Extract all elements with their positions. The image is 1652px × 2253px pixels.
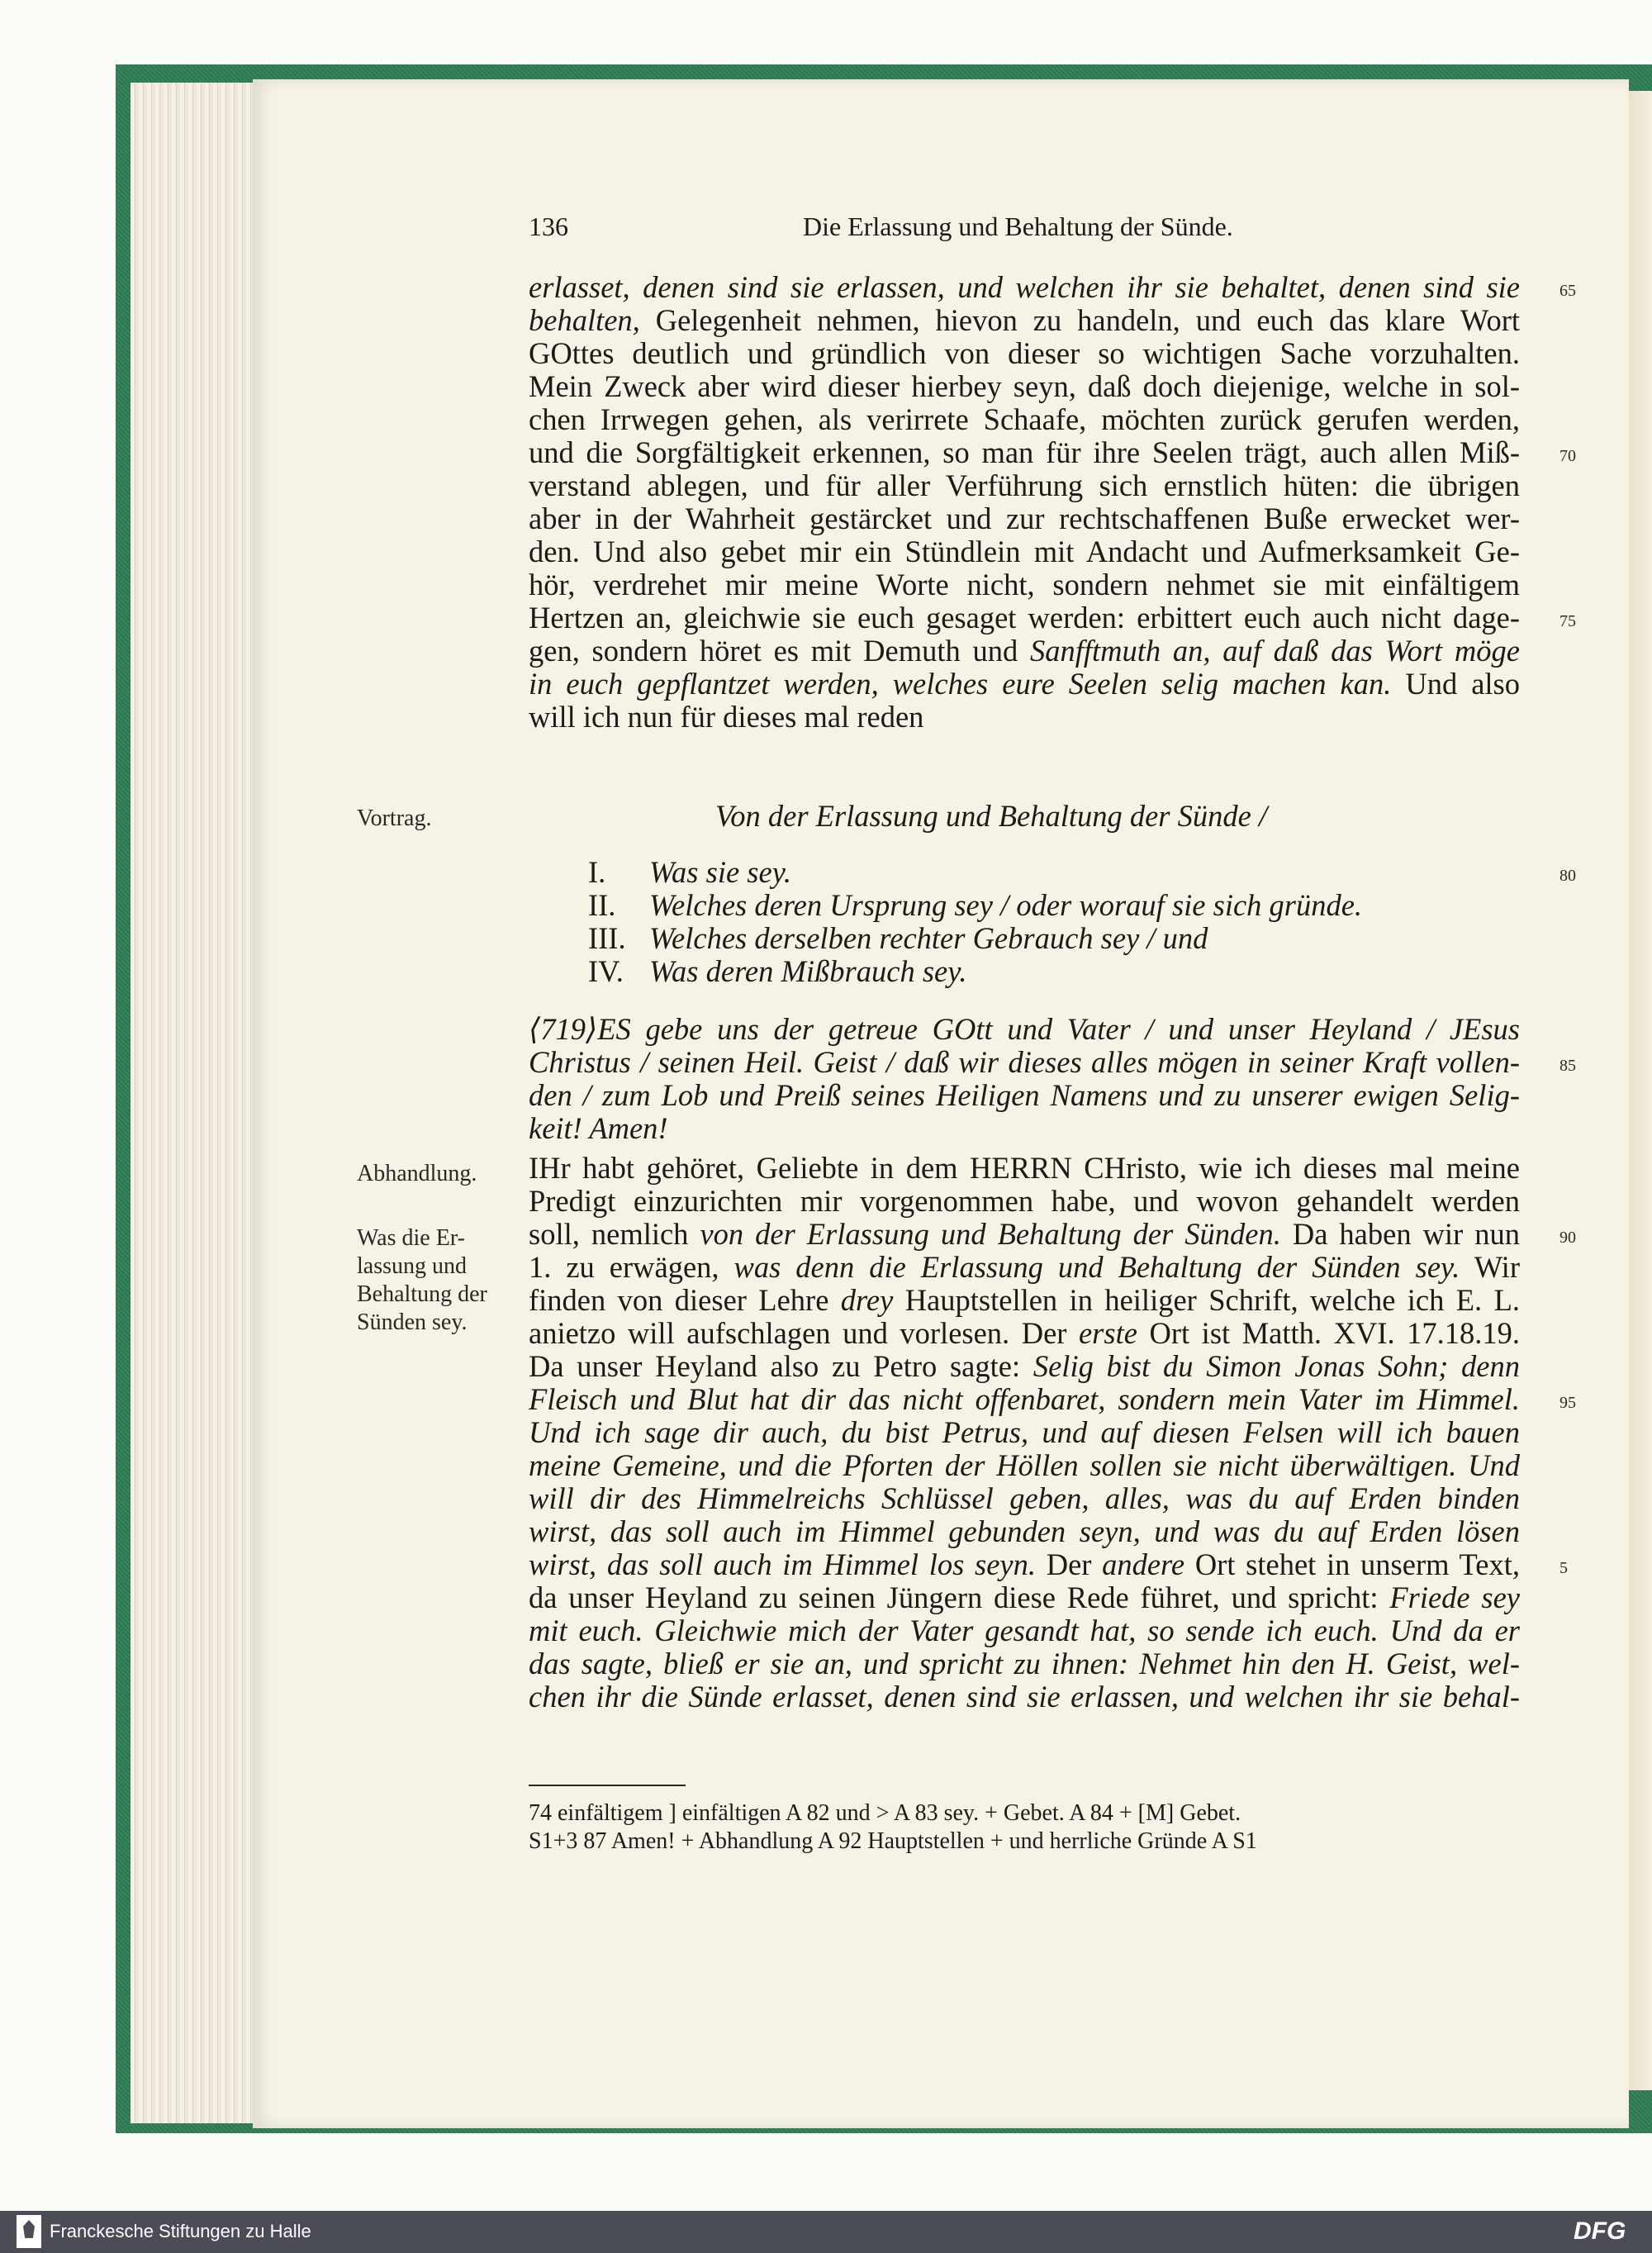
text-line <box>529 568 1520 601</box>
roman-text: Ort stehet in unserm Text, <box>1184 1547 1521 1581</box>
roman-text: Ort ist Matth. XVI. 17.18.19. <box>1137 1316 1520 1350</box>
outline-numeral: I. <box>588 855 606 889</box>
text-line <box>529 1581 1520 1614</box>
italic-text: chen ihr die Sünde erlasset, denen sind sie erlassen, und welchen ihr sie behal- <box>529 1680 1520 1714</box>
outline-item: Was deren Mißbrauch sey. <box>649 954 967 988</box>
margin-note-was-die-erlassung: Behaltung der <box>357 1281 487 1307</box>
text-line <box>529 271 1520 304</box>
facing-page-edge <box>1629 91 1652 2090</box>
prayer-line: ⟨719⟩ES gebe uns der getreue GOtt und Vater / und unser Heyland / JEsus <box>529 1012 1520 1046</box>
roman-text: Predigt einzurichten mir vorgenommen habe, und wovon gehandelt werden <box>529 1184 1520 1218</box>
line-number: 85 <box>1559 1057 1576 1075</box>
roman-text: Hauptstellen in heiliger Schrift, welche ich E. L. <box>893 1283 1520 1317</box>
text-line <box>529 535 1520 568</box>
text-line <box>529 668 1520 701</box>
footnote-line: 74 einfältigem ] einfältigen A 82 und > A 83 sey. + Gebet. A 84 + [M] Gebet. <box>529 1800 1241 1826</box>
roman-text: GOttes deutlich und gründlich von dieser so wichtigen Sache vorzuhalten. <box>529 336 1520 370</box>
roman-text: hör, verdrehet mir meine Worte nicht, sondern nehmet sie mit einfältigem <box>529 568 1520 601</box>
line-number: 80 <box>1559 867 1576 885</box>
text-line <box>529 1152 1520 1185</box>
margin-note-abhandlung: Abhandlung. <box>357 1161 477 1186</box>
roman-text: Gelegenheit nehmen, hievon zu handeln, und euch das klare Wort <box>639 303 1520 337</box>
italic-text: in euch gepflantzet werden, welches eure Seelen selig machen kan. <box>529 667 1392 701</box>
italic-text: andere <box>1102 1547 1185 1581</box>
roman-text: verstand ablegen, und für aller Verführung sich ernstlich hüten: die übrigen <box>529 468 1520 502</box>
line-number: 5 <box>1559 1559 1568 1577</box>
roman-text: 1. zu erwägen, <box>529 1250 734 1284</box>
margin-note-vortrag: Vortrag. <box>357 806 432 831</box>
roman-text: aber in der Wahrheit gestärcket und zur rechtschaffenen Buße erwecket wer- <box>529 501 1520 535</box>
text-line <box>529 1218 1520 1251</box>
text-line <box>529 1680 1520 1714</box>
margin-note-was-die-erlassung: Sünden sey. <box>357 1309 468 1335</box>
outline-numeral: II. <box>588 888 616 922</box>
text-line <box>529 1185 1520 1218</box>
line-number: 65 <box>1559 282 1576 300</box>
roman-text: Wir <box>1460 1250 1520 1284</box>
roman-text: chen Irrwegen gehen, als verirrete Schaafe, möchten zurück gerufen werden, <box>529 402 1520 436</box>
roman-text: Hertzen an, gleichwie sie euch gesaget werden: erbittert euch auch nicht dage- <box>529 601 1520 635</box>
roman-text: Der <box>1036 1547 1103 1581</box>
text-line <box>529 601 1520 635</box>
prayer-line: Christus / seinen Heil. Geist / daß wir dieses alles mögen in seiner Kraft vollen- <box>529 1045 1520 1079</box>
margin-note-was-die-erlassung: lassung und <box>357 1253 467 1279</box>
text-line <box>529 701 1520 734</box>
text-line <box>529 1482 1520 1515</box>
provider-logo: DFG <box>1574 2217 1626 2245</box>
roman-text: gen, sondern höret es mit Demuth und <box>529 634 1030 668</box>
italic-text: wirst, das soll auch im Himmel gebunden seyn, und was du auf Erden lösen <box>529 1514 1520 1548</box>
text-line <box>529 1548 1520 1581</box>
page-edges <box>131 83 255 2123</box>
outline-item: Was sie sey. <box>649 855 792 889</box>
institution-logo-icon <box>17 2215 41 2248</box>
italic-text: mit euch. Gleichwie mich der Vater gesandt hat, so sende ich euch. Und da er <box>529 1614 1520 1647</box>
italic-text: Und ich sage dir auch, du bist Petrus, und auf diesen Felsen will ich bauen <box>529 1415 1520 1449</box>
roman-text: soll, nemlich <box>529 1217 700 1251</box>
text-line <box>529 304 1520 337</box>
roman-text: und die Sorgfältigkeit erkennen, so man für ihre Seelen trägt, auch allen Miß- <box>529 435 1520 469</box>
prayer-line: den / zum Lob und Preiß seines Heiligen Namens und zu unserer ewigen Selig- <box>529 1078 1520 1112</box>
text-line <box>529 469 1520 502</box>
italic-text: Friede sey <box>1389 1580 1520 1614</box>
line-number: 95 <box>1559 1394 1576 1412</box>
italic-text: was denn die Erlassung und Behaltung der Sünden sey. <box>733 1250 1460 1284</box>
text-line <box>529 1251 1520 1284</box>
outline-numeral: IV. <box>588 954 624 988</box>
roman-text: Mein Zweck aber wird dieser hierbey seyn, daß doch diejenige, welche in sol- <box>529 369 1520 403</box>
text-line <box>529 1416 1520 1449</box>
text-line <box>529 403 1520 436</box>
italic-text: Fleisch und Blut hat dir das nicht offenbaret, sondern mein Vater im Himmel. <box>529 1382 1520 1416</box>
italic-text: das sagte, bließ er sie an, und spricht zu ihnen: Nehmet hin den H. Geist, wel- <box>529 1647 1520 1680</box>
text-line <box>529 1383 1520 1416</box>
outline-item: Welches derselben rechter Gebrauch sey / und <box>649 921 1208 955</box>
text-line <box>529 635 1520 668</box>
roman-text: will ich nun für dieses mal reden <box>529 700 924 734</box>
italic-text: Sanfftmuth an, auf daß das Wort möge <box>1029 634 1520 668</box>
italic-text: wirst, das soll auch im Himmel los seyn. <box>529 1547 1037 1581</box>
running-title: Die Erlassung und Behaltung der Sünde. <box>803 212 1233 241</box>
italic-text: meine Gemeine, und die Pforten der Höllen sollen sie nicht überwältigen. Und <box>529 1448 1520 1482</box>
roman-text: anietzo will aufschlagen und vorlesen. Der <box>529 1316 1079 1350</box>
footnote-rule <box>529 1785 686 1786</box>
prayer-line: keit! Amen! <box>529 1111 668 1145</box>
outline-item: Welches deren Ursprung sey / oder worauf sie sich gründe. <box>649 888 1363 922</box>
text-line <box>529 436 1520 469</box>
text-line <box>529 1614 1520 1647</box>
outline-numeral: III. <box>588 921 626 955</box>
page-number: 136 <box>529 212 568 241</box>
footnote-line: S1+3 87 Amen! + Abhandlung A 92 Hauptstellen + und herrliche Gründe A S1 <box>529 1828 1257 1854</box>
italic-text: drey <box>840 1283 894 1317</box>
roman-text: Da haben wir nun <box>1280 1217 1520 1251</box>
line-number: 70 <box>1559 447 1576 465</box>
text-line <box>529 337 1520 370</box>
roman-text: den. Und also gebet mir ein Stündlein mit Andacht und Aufmerksamkeit Ge- <box>529 535 1520 568</box>
text-line <box>529 1317 1520 1350</box>
line-number: 75 <box>1559 612 1576 630</box>
italic-text: behalten, <box>529 303 640 337</box>
text-line <box>529 1647 1520 1680</box>
institution-name: Franckesche Stiftungen zu Halle <box>50 2221 311 2241</box>
line-number: 90 <box>1559 1229 1576 1247</box>
text-line <box>529 1350 1520 1383</box>
section-topic: Von der Erlassung und Behaltung der Sünde / <box>715 799 1268 833</box>
roman-text: da unser Heyland zu seinen Jüngern diese Rede führet, und spricht: <box>529 1580 1390 1614</box>
italic-text: von der Erlassung und Behaltung der Sünden. <box>700 1217 1281 1251</box>
margin-note-was-die-erlassung: Was die Er- <box>357 1225 465 1251</box>
italic-text: erlasset, denen sind sie erlassen, und welchen ihr sie behaltet, denen sind sie <box>529 270 1520 304</box>
text-line <box>529 370 1520 403</box>
text-line <box>529 502 1520 535</box>
text-line <box>529 1515 1520 1548</box>
italic-text: will dir des Himmelreichs Schlüssel geben, alles, was du auf Erden binden <box>529 1481 1520 1515</box>
roman-text: finden von dieser Lehre <box>529 1283 841 1317</box>
text-line <box>529 1449 1520 1482</box>
roman-text: Da unser Heyland also zu Petro sagte: <box>529 1349 1033 1383</box>
italic-text: Selig bist du Simon Jonas Sohn; denn <box>1032 1349 1521 1383</box>
italic-text: erste <box>1078 1316 1137 1350</box>
roman-text: Und also <box>1391 667 1521 701</box>
roman-text: IHr habt gehöret, Geliebte in dem HERRN CHristo, wie ich dieses mal meine <box>529 1151 1520 1185</box>
text-line <box>529 1284 1520 1317</box>
